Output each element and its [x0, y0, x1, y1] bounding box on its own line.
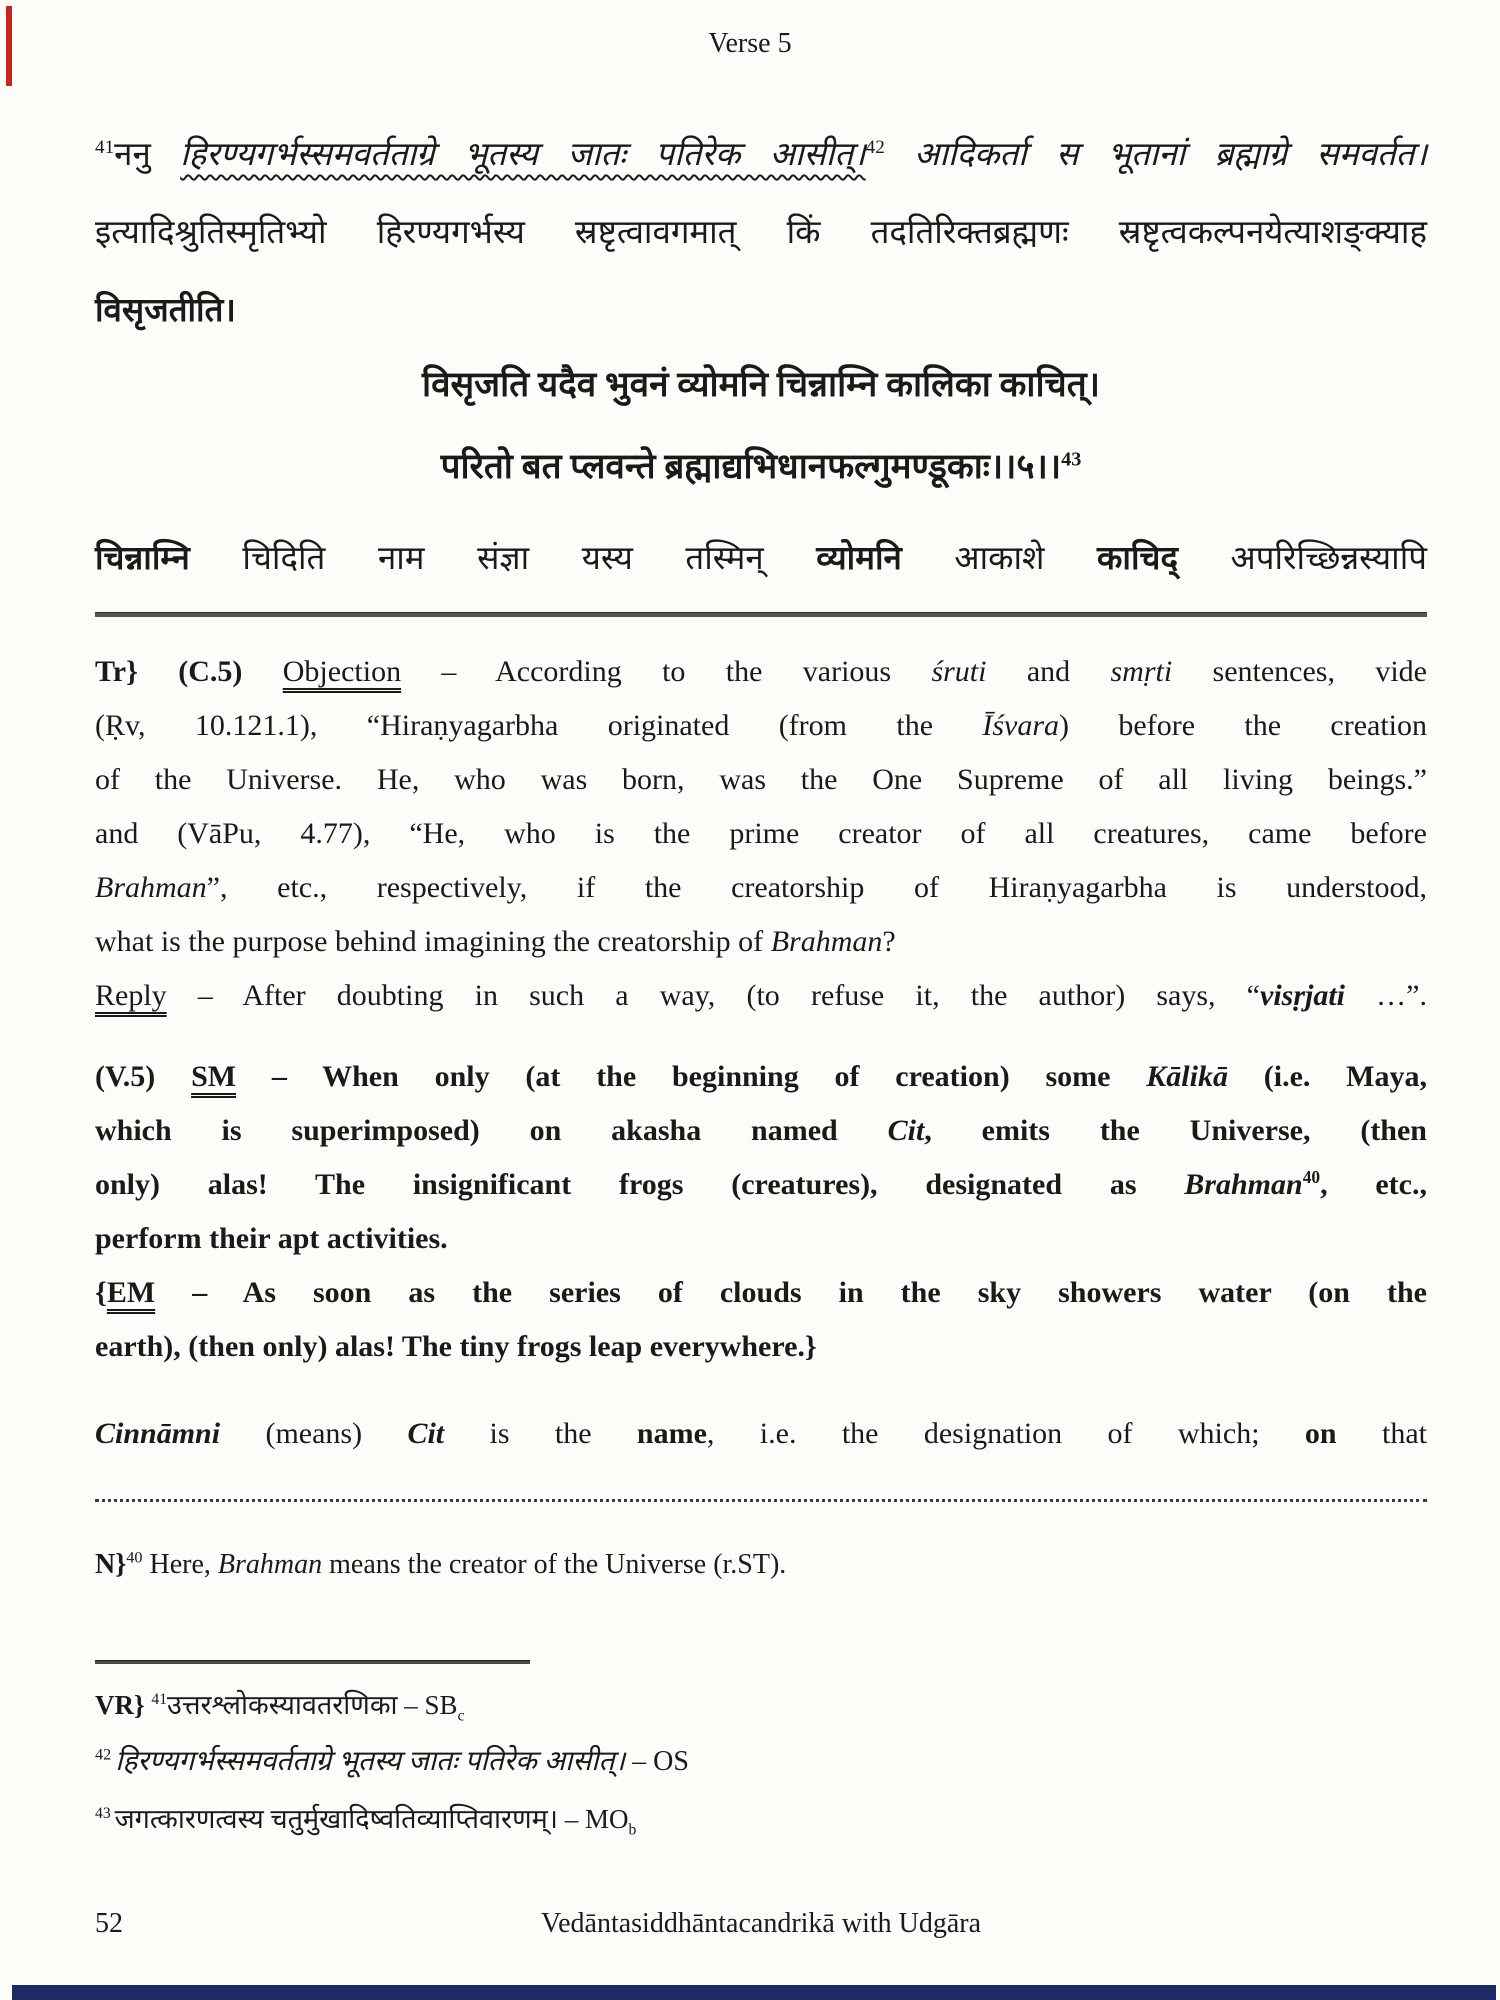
sanskrit-gloss-line [95, 534, 1427, 579]
page-footer [95, 1908, 1427, 1940]
text-line [95, 1540, 1427, 1590]
text-line [95, 272, 1427, 350]
text-run: ? [882, 925, 896, 958]
text-run: c [457, 1707, 465, 1725]
text-run: means the creator of the Universe (r.ST). [322, 1549, 787, 1580]
text-run: Brahman [217, 1549, 323, 1580]
translation-objection-paragraph [95, 645, 1427, 1023]
sanskrit-intro-paragraph [95, 116, 1427, 350]
page-number: 52 [95, 1908, 123, 1939]
footnote-ref: 41 [151, 1691, 168, 1708]
text-run: विसृजति यदैव भुवनं व्योमनि चिन्नाम्नि कालिका काचित्। [422, 365, 1100, 404]
footnote-ref: 43 [95, 1805, 115, 1822]
text-run: (means) [220, 1417, 408, 1450]
text-run: Objection [282, 655, 402, 688]
text-line [95, 194, 1427, 272]
dotted-footnote-separator [95, 1499, 1427, 1502]
text-run: ”, etc., respectively, if the creatorship of Hiraṇyagarbha is understood, [206, 871, 1427, 904]
gloss-word: काचिद् [1097, 541, 1178, 577]
text-run: विसृजतीति। [95, 293, 236, 329]
text-run: that [1336, 1417, 1427, 1450]
text-run: ) before the creation [1059, 709, 1428, 742]
footnote-ref: 43 [1061, 448, 1082, 471]
text-run: Brahman [770, 925, 883, 958]
text-run: Cit [887, 1114, 925, 1147]
text-run: (Ṛv, 10.121.1), “Hiraṇyagarbha originated (from the [95, 709, 983, 742]
text-run: Tr} (C.5) [95, 655, 283, 688]
text-run: – As soon as the series of clouds in the sky showers water (on the [155, 1276, 1427, 1309]
left-edge-scan-mark [6, 6, 12, 86]
text-run: N} [95, 1549, 127, 1580]
footnote-separator-rule [95, 1660, 530, 1664]
text-run: – After doubting in such a way, (to refuse it, the author) says, “ [166, 979, 1260, 1012]
translation-sm-paragraph [95, 1050, 1427, 1266]
footnote-42 [95, 1737, 1427, 1787]
section-divider-rule [95, 612, 1427, 617]
text-line [95, 426, 1427, 508]
text-run: …”. [1345, 979, 1427, 1012]
footnote-ref: 40 [126, 1548, 143, 1567]
text-line [95, 1104, 1427, 1158]
text-run: on [1304, 1417, 1337, 1450]
text-line [95, 1794, 1427, 1844]
text-run: Kālikā [1146, 1060, 1228, 1093]
gloss-word: संज्ञा [477, 541, 530, 577]
text-run: śruti [931, 655, 987, 688]
text-run: जगत्कारणत्वस्य चतुर्मुखादिष्वतिव्याप्तिवारणम्। – MO [114, 1804, 629, 1834]
footnote-ref: 42 [95, 1745, 116, 1764]
bottom-edge-scan-bar [12, 1985, 1496, 2000]
text-run: EM [106, 1276, 156, 1309]
gloss-word: तस्मिन् [685, 541, 764, 577]
text-line [95, 969, 1427, 1023]
text-run: ननु [114, 137, 181, 173]
text-line [95, 861, 1427, 915]
text-run: { [95, 1276, 107, 1309]
gloss-word: नाम [377, 541, 425, 577]
text-run: हिरण्यगर्भस्समवर्तताग्रे भूतस्य जातः पतिरेक आसीत्। [180, 137, 866, 173]
text-run: only) alas! The insignificant frogs (creatures), designated as [95, 1168, 1185, 1201]
text-run: हिरण्यगर्भस्समवर्तताग्रे भूतस्य जातः पतिरेक आसीत्। [115, 1746, 626, 1777]
text-run: which is superimposed) on akasha named [95, 1114, 888, 1147]
text-line [95, 915, 1427, 969]
text-run: – OS [625, 1746, 689, 1777]
text-run: visṛjati [1260, 979, 1346, 1012]
text-run: b [628, 1821, 637, 1839]
text-line [95, 1680, 1427, 1730]
text-run: what is the purpose behind imagining the creatorship of [95, 925, 771, 958]
text-run: and (VāPu, 4.77), “He, who is the prime creator of all creatures, came before [95, 817, 1427, 850]
text-run: VR} [95, 1690, 152, 1720]
text-run: , etc., [1320, 1168, 1427, 1201]
footnote-ref: 40 [1302, 1167, 1321, 1187]
gloss-word: अपरिच्छिन्नस्यापि [1230, 541, 1427, 577]
text-run: SM [191, 1060, 237, 1093]
text-run: परितो बत प्लवन्ते ब्रह्माद्यभिधानफल्गुमण्डूकाः।।५।। [440, 447, 1062, 486]
text-line [95, 1407, 1427, 1461]
text-run: earth), (then only) alas! The tiny frogs leap everywhere.} [95, 1330, 817, 1363]
text-run: , i.e. the designation of which; [706, 1417, 1305, 1450]
text-run: Brahman [95, 871, 207, 904]
gloss-word: आकाशे [954, 541, 1045, 577]
translation-cinnamni-paragraph [95, 1407, 1427, 1461]
text-line [95, 1212, 1427, 1266]
sanskrit-verse-block [95, 344, 1427, 508]
text-run: Reply [95, 979, 167, 1012]
text-run: – According to the various [401, 655, 932, 688]
text-run: Here, [142, 1549, 218, 1580]
text-line [95, 116, 1427, 194]
gloss-word: व्योमनि [816, 541, 902, 577]
text-run: of the Universe. He, who was born, was the One Supreme of all living beings.” [95, 763, 1427, 796]
text-run: Cit [407, 1417, 445, 1450]
text-line [95, 807, 1427, 861]
book-title: Vedāntasiddhāntacandrikā with Udgāra [540, 1908, 982, 1939]
text-run: Cinnāmni [95, 1417, 221, 1450]
text-run: is the [444, 1417, 637, 1450]
text-line [95, 1737, 1427, 1787]
footnote-ref: 41 [95, 137, 115, 158]
gloss-word: चिदिति [242, 541, 326, 577]
text-line [95, 753, 1427, 807]
page-title: Verse 5 [708, 28, 792, 59]
text-line [95, 344, 1427, 426]
note-brahman-line [95, 1540, 1427, 1590]
text-run: (i.e. Maya, [1227, 1060, 1427, 1093]
text-run: name [636, 1417, 707, 1450]
text-run: आदिकर्ता स भूतानां ब्रह्माग्रे समवर्तत। [884, 137, 1427, 173]
gloss-word: चिन्नाम्नि [95, 541, 190, 577]
text-run: इत्यादिश्रुतिस्मृतिभ्यो हिरण्यगर्भस्य स्रष्टृत्वावगमात् किं तदतिरिक्तब्रह्मणः स्रष्टृत्वकल्पनयेत्याशङ्क्याह [95, 215, 1427, 251]
text-run: उत्तरश्लोकस्यावतरणिका – SB [167, 1690, 458, 1720]
text-run: , emits the Universe, (then [924, 1114, 1427, 1147]
footnote-41 [95, 1680, 1427, 1730]
text-run: perform their apt activities. [95, 1222, 448, 1255]
text-run: Īśvara [982, 709, 1060, 742]
text-line [95, 1266, 1427, 1320]
text-line [95, 1050, 1427, 1104]
text-run: Brahman [1184, 1168, 1303, 1201]
text-run: smṛti [1110, 655, 1173, 688]
text-line [95, 645, 1427, 699]
gloss-word: यस्य [581, 541, 633, 577]
text-run: (V.5) [95, 1060, 192, 1093]
text-line [95, 699, 1427, 753]
translation-em-paragraph [95, 1266, 1427, 1374]
text-line [95, 1158, 1427, 1212]
text-run: sentences, vide [1172, 655, 1427, 688]
footnote-43 [95, 1794, 1427, 1844]
text-line [95, 1320, 1427, 1374]
footnote-ref: 42 [865, 137, 885, 158]
text-run: and [986, 655, 1111, 688]
text-run: – When only (at the beginning of creation) some [236, 1060, 1147, 1093]
